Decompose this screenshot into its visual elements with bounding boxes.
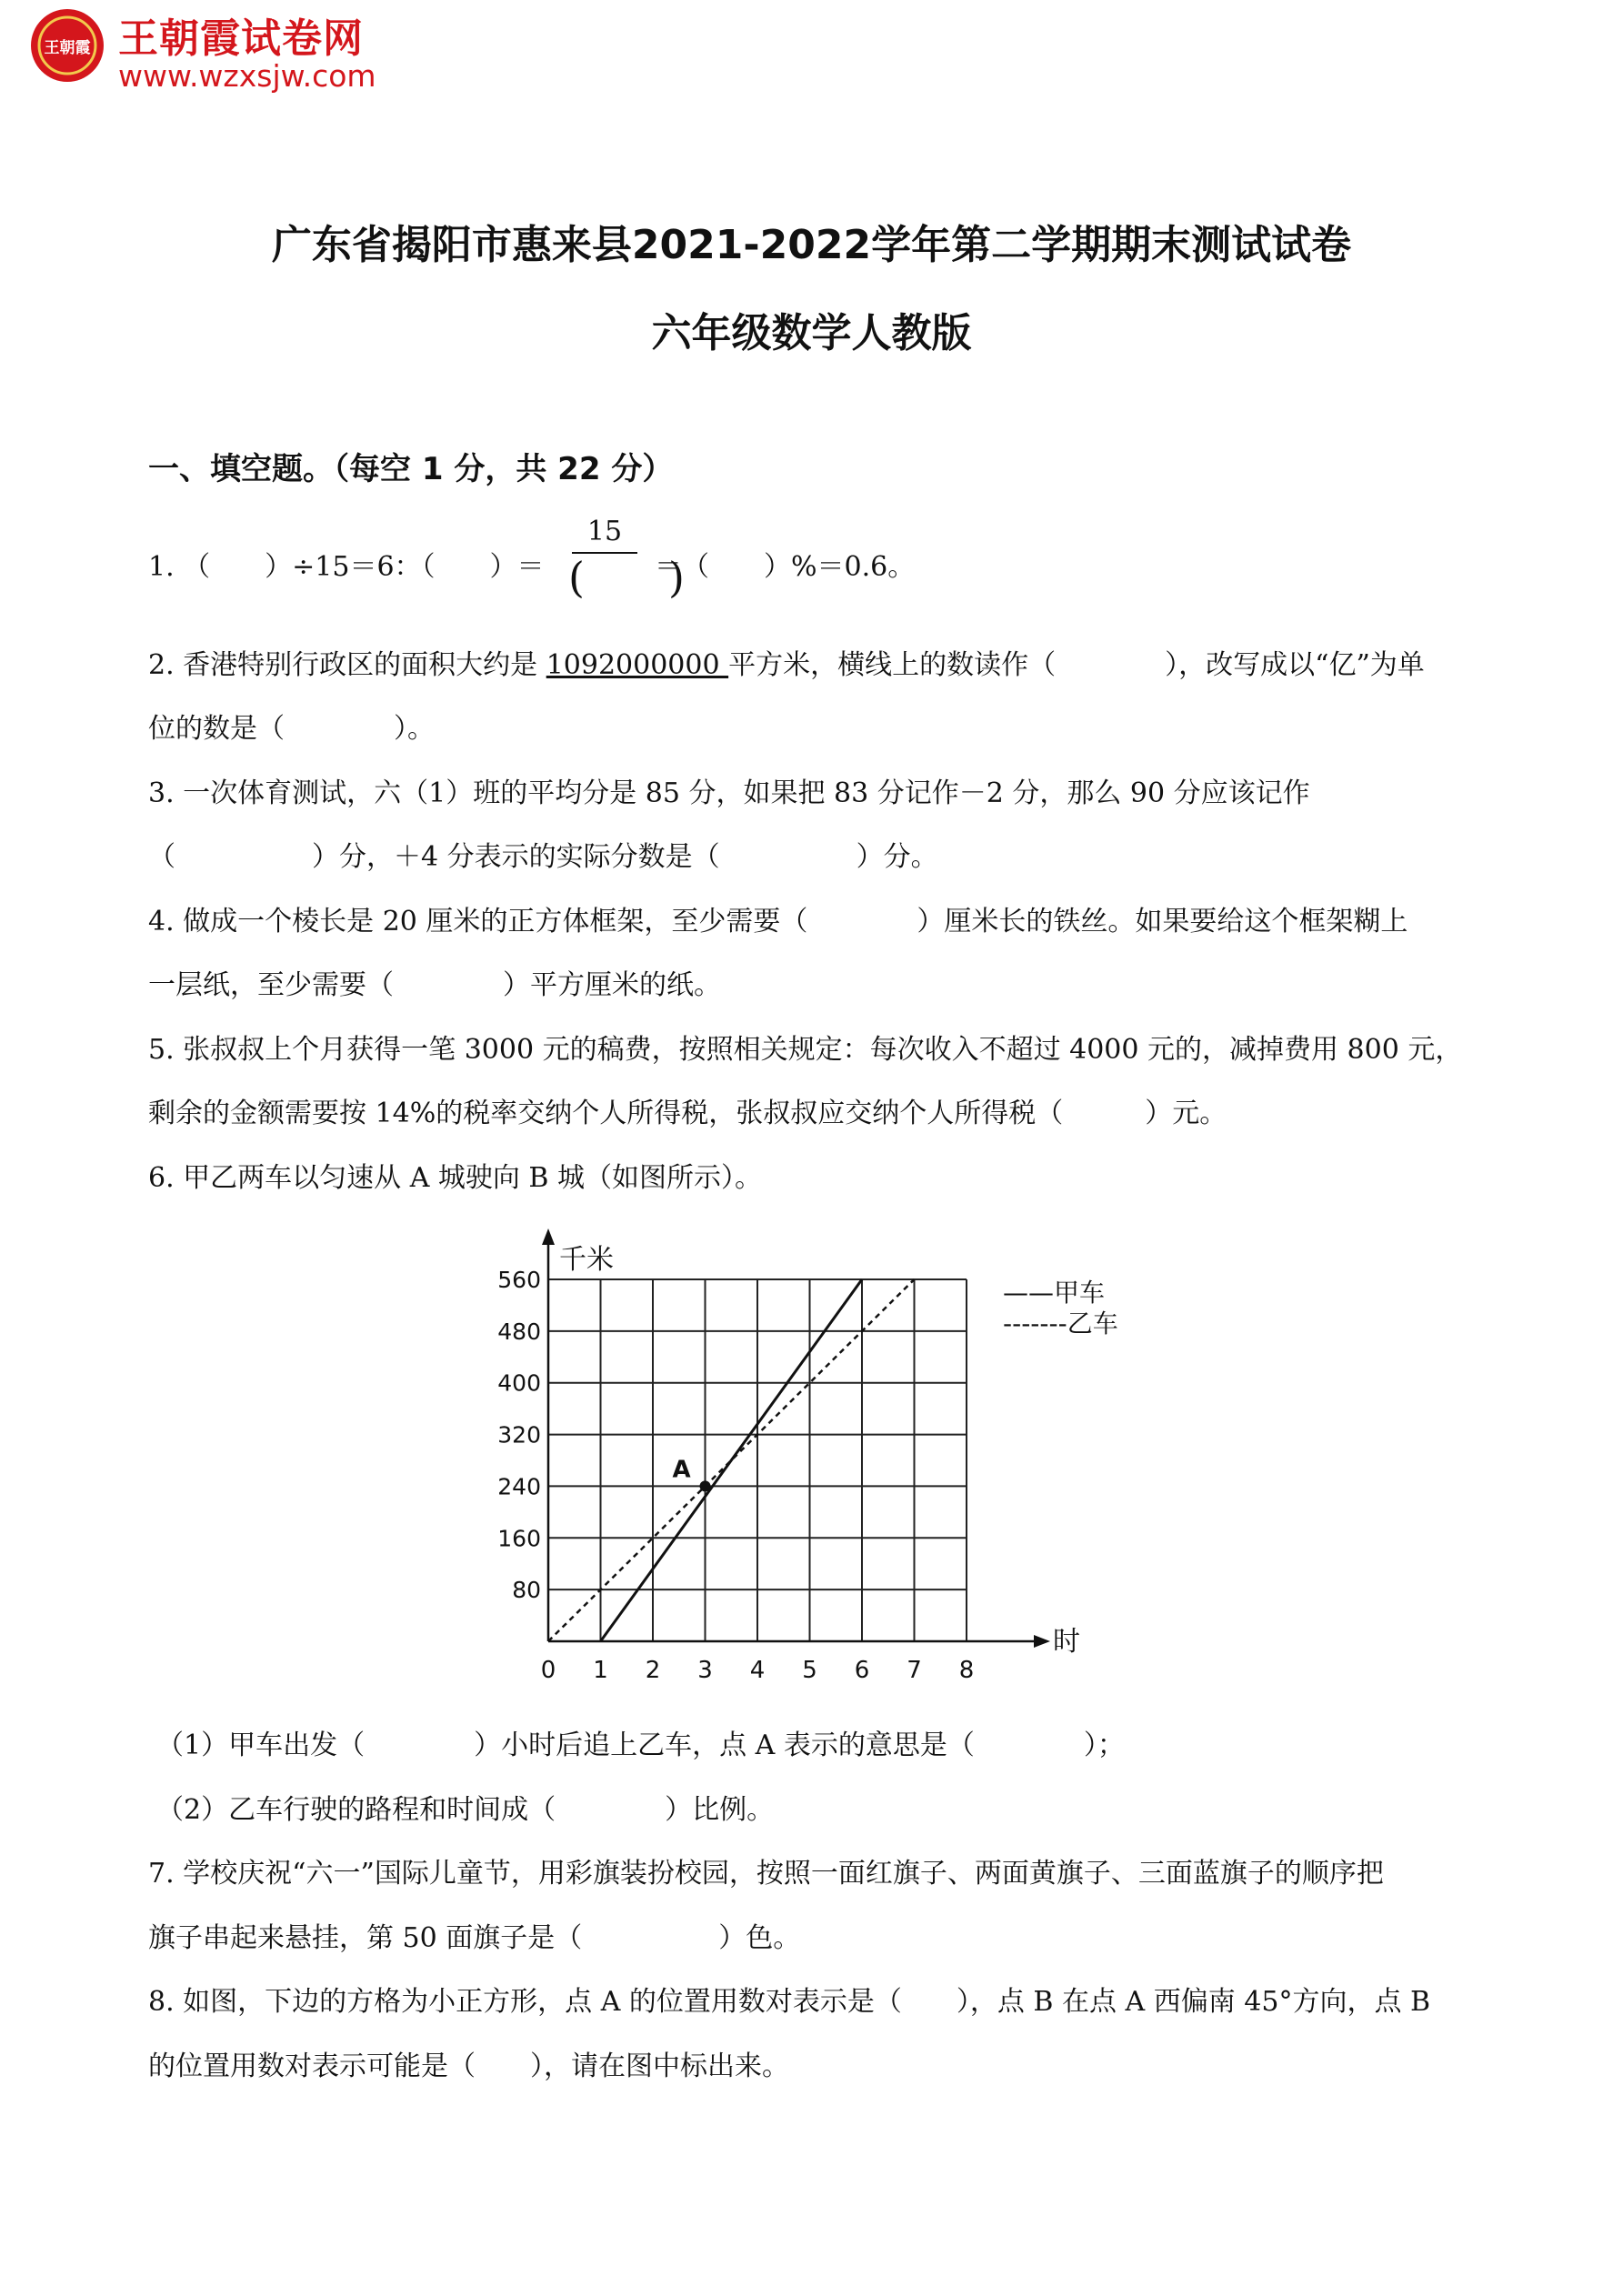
question-6-sub-1: （1）甲车出发（ ）小时后追上乙车，点 A 表示的意思是（ ）； [156,1730,1125,1761]
y-tick-label: 320 [497,1421,541,1449]
y-tick-label: 480 [497,1318,541,1345]
legend-jia-che: ——甲车 [1003,1278,1106,1308]
brand-name: 王朝霞试卷网 [118,15,364,62]
point-a-label: A [672,1456,691,1484]
question-2-line-2: 位的数是（ ）。 [148,713,435,745]
question-1-fraction [568,514,685,602]
x-tick-label: 2 [645,1657,661,1684]
question-5-line-2: 剩余的金额需要按 14%的税率交纳个人所得税，张叔叔应交纳个人所得税（ ）元。 [148,1098,1227,1129]
question-4-line-2: 一层纸，至少需要（ ）平方厘米的纸。 [148,969,721,1001]
question-1-prefix: 1. （ ）÷15＝6：（ ）＝ [148,551,545,583]
exam-title: 广东省揭阳市惠来县2021-2022学年第二学期期末测试试卷 [271,222,1352,268]
point-a-marker [700,1480,711,1491]
x-tick-label: 0 [540,1657,556,1684]
question-2-line-1 [148,642,1425,682]
y-tick-label: 400 [497,1369,541,1397]
question-6-stem: 6. 甲乙两车以匀速从 A 城驶向 B 城（如图所示）。 [148,1162,763,1194]
legend-yi-che: -------乙车 [1003,1308,1118,1338]
logo-text: 王朝霞 [44,39,91,57]
x-tick-label: 6 [854,1657,870,1684]
question-3-line-1: 3. 一次体育测试，六（1）班的平均分是 85 分，如果把 83 分记作－2 分，那么 90 分应该记作 [148,777,1310,809]
q2-text-a: 2. 香港特别行政区的面积大约是 [148,649,546,681]
x-tick-label: 4 [749,1657,766,1684]
chart-axes [542,1228,1050,1648]
x-axis-arrow [1034,1635,1050,1648]
distance-time-chart [482,1218,1164,1691]
q2-underlined-number: 1092000000 [546,649,729,681]
question-7-line-2: 旗子串起来悬挂，第 50 面旗子是（ ）色。 [148,1922,801,1954]
x-tick-label: 7 [907,1657,922,1684]
series-line-jia-che [601,1279,863,1641]
x-tick-label: 1 [593,1657,608,1684]
fraction-denominator: ( ) [568,553,685,602]
y-axis-arrow [542,1228,555,1245]
y-tick-label: 240 [497,1473,541,1500]
chart-series [548,1279,915,1641]
fraction-numerator: 15 [586,516,623,547]
x-axis-label: 时 [1053,1626,1080,1658]
q2-text-b: 平方米，横线上的数读作（ ），改写成以“亿”为单 [728,649,1425,681]
question-5-line-1: 5. 张叔叔上个月获得一笔 3000 元的稿费，按照相关规定：每次收入不超过 4000 元的，减掉费用 800 元， [148,1034,1463,1066]
x-tick-label: 5 [802,1657,817,1684]
y-tick-label: 160 [497,1525,541,1552]
question-1-suffix: ＝（ ）%＝0.6。 [655,551,916,583]
question-8-line-2: 的位置用数对表示可能是（ ），请在图中标出来。 [148,2050,789,2082]
y-axis-label: 千米 [559,1244,614,1276]
brand-logo [27,5,107,85]
x-tick-label: 3 [697,1657,713,1684]
question-4-line-1: 4. 做成一个棱长是 20 厘米的正方体框架，至少需要（ ）厘米长的铁丝。如果要给这个框架糊上 [148,906,1408,937]
exam-subtitle: 六年级数学人教版 [651,310,972,356]
brand-url[interactable]: www.wzxsjw.com [118,58,376,94]
chart-grid [548,1279,967,1641]
question-8-line-1: 8. 如图，下边的方格为小正方形，点 A 的位置用数对表示是（ ），点 B 在点 A 西偏南 45°方向，点 B [148,1986,1431,2018]
question-3-line-2: （ ）分，＋4 分表示的实际分数是（ ）分。 [148,841,938,873]
section-heading: 一、填空题。（每空 1 分，共 22 分） [148,451,674,487]
question-6-sub-2: （2）乙车行驶的路程和时间成（ ）比例。 [156,1794,775,1826]
y-tick-label: 560 [497,1267,541,1293]
question-7-line-1: 7. 学校庆祝“六一”国际儿童节，用彩旗装扮校园，按照一面红旗子、两面黄旗子、三面蓝旗子的顺序把 [148,1858,1384,1890]
chart-ticks [497,1267,974,1684]
x-tick-label: 8 [958,1657,975,1684]
y-tick-label: 80 [512,1577,541,1604]
